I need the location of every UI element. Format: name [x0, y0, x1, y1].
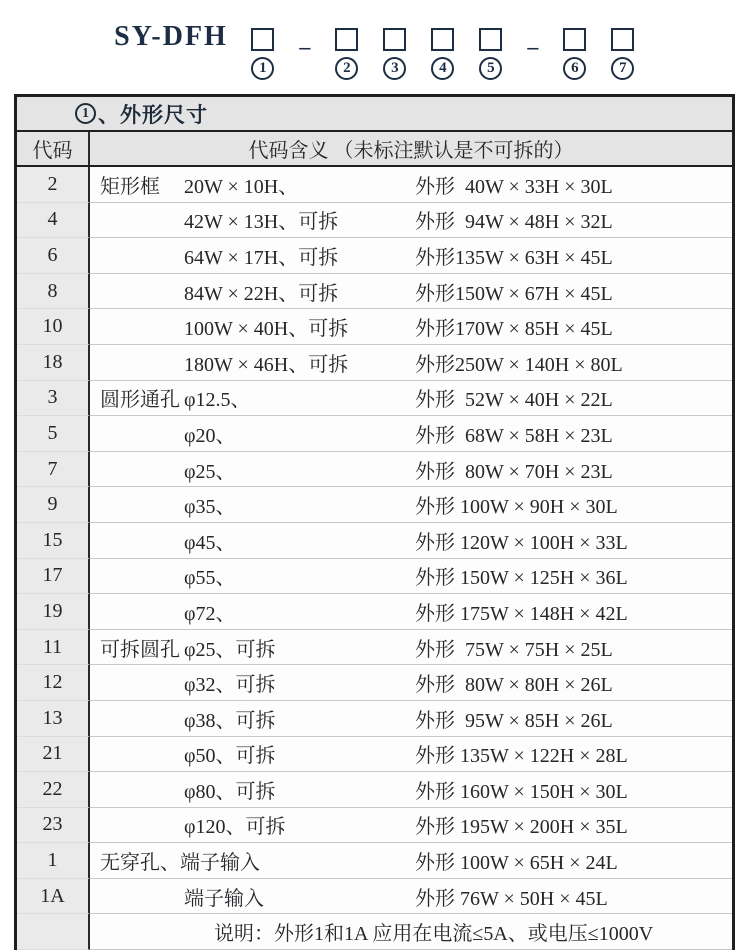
spec-value: φ80、可拆: [184, 780, 276, 803]
meaning-cell: [90, 737, 732, 773]
spec-text: [90, 455, 415, 484]
meaning-cell: [90, 487, 732, 523]
meaning-cell: [90, 559, 732, 595]
outline-dimensions: 外形 135W × 122H × 28L: [415, 745, 628, 768]
model-digit-slot-5: [478, 22, 504, 80]
model-digit-slot-2: [334, 22, 360, 80]
model-digit-slot-3: [382, 22, 408, 80]
table-note: 说明：外形1和1A 应用在电流≤5A、或电压≤1000V: [214, 923, 654, 946]
spec-text: [90, 810, 415, 839]
spec-value: 180W × 46H、可拆: [184, 353, 349, 376]
table-row: [17, 665, 732, 701]
spec-value: 100W × 40H、可拆: [184, 318, 349, 341]
code-cell: 11: [17, 630, 90, 666]
spec-text: [90, 526, 415, 555]
spec-value: 84W × 22H、可拆: [184, 282, 339, 305]
code-cell: 8: [17, 274, 90, 310]
meaning-cell: [90, 772, 732, 808]
table-row: [17, 594, 732, 630]
spec-prefix: 矩形框: [100, 175, 160, 198]
spec-text: [90, 561, 415, 590]
spec-text: [90, 597, 415, 626]
model-digit-slot-6: [562, 22, 588, 80]
code-cell: 15: [17, 523, 90, 559]
spec-text: [90, 419, 415, 448]
table-row: [17, 523, 732, 559]
code-cell: 19: [17, 594, 90, 630]
spec-value: φ25、可拆: [184, 638, 276, 661]
digit-box-7: [611, 28, 634, 51]
outline-dimensions: 外形135W × 63H × 45L: [415, 246, 613, 269]
code-cell: 6: [17, 238, 90, 274]
code-cell: 1A: [17, 879, 90, 915]
spec-value: φ45、: [184, 531, 236, 554]
column-header-meaning: 代码含义 （未标注默认是不可拆的）: [248, 140, 574, 162]
spec-value: φ120、可拆: [184, 816, 286, 839]
table-row: [17, 843, 732, 879]
circled-number-4: 4: [431, 57, 454, 80]
meaning-cell: [90, 416, 732, 452]
spec-value: φ32、可拆: [184, 674, 276, 697]
table-title-row: [17, 97, 732, 132]
digit-box-3: [383, 28, 406, 51]
spec-value: 64W × 17H、可拆: [184, 246, 339, 269]
outline-dimensions: 外形 120W × 100H × 33L: [415, 531, 628, 554]
spec-text: [90, 882, 415, 911]
code-cell: 22: [17, 772, 90, 808]
outline-dimensions: 外形 80W × 70H × 23L: [415, 460, 613, 483]
spec-text: [90, 490, 415, 519]
meaning-cell: [90, 843, 732, 879]
circled-number-5: 5: [479, 57, 502, 80]
code-cell: 5: [17, 416, 90, 452]
digit-box-6: [563, 28, 586, 51]
outline-dimensions: 外形 175W × 148H × 42L: [415, 602, 628, 625]
spec-value: 20W × 10H、: [184, 175, 299, 198]
outline-dimensions: 外形150W × 67H × 45L: [415, 282, 613, 305]
code-cell: 4: [17, 203, 90, 239]
outline-dimensions: 外形 40W × 33H × 30L: [415, 175, 613, 198]
meaning-cell: [90, 167, 732, 203]
spec-value: φ55、: [184, 567, 236, 590]
note-code-cell: [17, 914, 90, 950]
model-dash-2: –: [527, 34, 539, 59]
outline-dimensions: 外形 80W × 80H × 26L: [415, 674, 613, 697]
outline-dimensions: 外形170W × 85H × 45L: [415, 318, 613, 341]
table-note-row: [17, 914, 732, 950]
meaning-cell: [90, 808, 732, 844]
table-row: [17, 345, 732, 381]
code-cell: 17: [17, 559, 90, 595]
code-cell: 23: [17, 808, 90, 844]
circled-number-2: 2: [335, 57, 358, 80]
digit-box-1: [251, 28, 274, 51]
table-row: [17, 309, 732, 345]
digit-box-4: [431, 28, 454, 51]
meaning-cell: [90, 452, 732, 488]
model-digit-slot-1: [250, 22, 276, 80]
title-circled-number: 1: [75, 103, 96, 124]
table-row: [17, 452, 732, 488]
model-digit-slot-4: [430, 22, 456, 80]
spec-text: [90, 739, 415, 768]
spec-text: [90, 668, 415, 697]
spec-value: φ35、: [184, 496, 236, 519]
model-digit-slot-7: [610, 22, 636, 80]
circled-number-7: 7: [611, 57, 634, 80]
spec-value: 42W × 13H、可拆: [184, 211, 339, 234]
meaning-cell: [90, 665, 732, 701]
meaning-cell: [90, 523, 732, 559]
code-cell: 7: [17, 452, 90, 488]
outline-dimensions: 外形 100W × 65H × 24L: [415, 852, 618, 875]
circled-number-6: 6: [563, 57, 586, 80]
spec-prefix: 可拆圆孔: [100, 638, 180, 661]
spec-text: [90, 775, 415, 804]
model-number-header: [0, 22, 750, 80]
code-cell: 1: [17, 843, 90, 879]
outline-dimensions: 外形 75W × 75H × 25L: [415, 638, 613, 661]
spec-value: 端子输入: [184, 887, 264, 910]
table-body: [17, 167, 732, 914]
table-row: [17, 416, 732, 452]
meaning-cell: [90, 238, 732, 274]
spec-value: φ72、: [184, 602, 236, 625]
digit-box-2: [335, 28, 358, 51]
digit-box-5: [479, 28, 502, 51]
outline-dimensions: 外形 52W × 40H × 22L: [415, 389, 613, 412]
outline-dimensions: 外形 195W × 200H × 35L: [415, 816, 628, 839]
table-row: [17, 238, 732, 274]
meaning-cell: [90, 701, 732, 737]
spec-text: [90, 312, 415, 341]
meaning-cell: [90, 381, 732, 417]
dimension-spec-table: [14, 94, 735, 950]
column-header-code: 代码: [17, 132, 90, 165]
code-cell: 3: [17, 381, 90, 417]
model-name: SY-DFH: [114, 21, 228, 52]
meaning-cell: [90, 594, 732, 630]
table-row: [17, 737, 732, 773]
circled-number-1: 1: [251, 57, 274, 80]
meaning-cell: [90, 879, 732, 915]
outline-dimensions: 外形 95W × 85H × 26L: [415, 709, 613, 732]
spec-text: [90, 205, 415, 234]
spec-text: [90, 348, 415, 377]
outline-dimensions: 外形 68W × 58H × 23L: [415, 424, 613, 447]
outline-dimensions: 外形 94W × 48H × 32L: [415, 211, 613, 234]
code-cell: 13: [17, 701, 90, 737]
code-cell: 10: [17, 309, 90, 345]
spec-value: φ25、: [184, 460, 236, 483]
table-header-row: [17, 132, 732, 167]
table-row: [17, 630, 732, 666]
spec-text: [90, 383, 415, 412]
note-content-cell: [90, 914, 732, 950]
outline-dimensions: 外形 100W × 90H × 30L: [415, 496, 618, 519]
table-row: [17, 167, 732, 203]
outline-dimensions: 外形 160W × 150H × 30L: [415, 780, 628, 803]
table-row: [17, 879, 732, 915]
code-cell: 18: [17, 345, 90, 381]
table-row: [17, 701, 732, 737]
code-cell: 2: [17, 167, 90, 203]
code-cell: 12: [17, 665, 90, 701]
table-row: [17, 808, 732, 844]
table-title: 、外形尺寸: [98, 102, 208, 127]
table-row: [17, 274, 732, 310]
spec-text: [90, 241, 415, 270]
table-row: [17, 487, 732, 523]
meaning-cell: [90, 203, 732, 239]
outline-dimensions: 外形 76W × 50H × 45L: [415, 887, 608, 910]
spec-value: φ20、: [184, 424, 236, 447]
table-row: [17, 772, 732, 808]
spec-text: [90, 170, 415, 199]
spec-text: [90, 704, 415, 733]
meaning-cell: [90, 274, 732, 310]
table-row: [17, 381, 732, 417]
spec-prefix: 圆形通孔: [100, 389, 180, 412]
table-row: [17, 203, 732, 239]
spec-value: φ50、可拆: [184, 745, 276, 768]
spec-prefix: 无穿孔、端子输入: [100, 852, 260, 875]
spec-value: φ38、可拆: [184, 709, 276, 732]
spec-text: [90, 633, 415, 662]
model-dash-1: –: [299, 34, 311, 59]
outline-dimensions: 外形250W × 140H × 80L: [415, 353, 623, 376]
spec-text: [90, 846, 415, 875]
code-cell: 9: [17, 487, 90, 523]
circled-number-3: 3: [383, 57, 406, 80]
spec-text: [90, 277, 415, 306]
code-cell: 21: [17, 737, 90, 773]
meaning-cell: [90, 630, 732, 666]
outline-dimensions: 外形 150W × 125H × 36L: [415, 567, 628, 590]
spec-value: φ12.5、: [184, 389, 251, 412]
meaning-cell: [90, 309, 732, 345]
meaning-cell: [90, 345, 732, 381]
table-row: [17, 559, 732, 595]
